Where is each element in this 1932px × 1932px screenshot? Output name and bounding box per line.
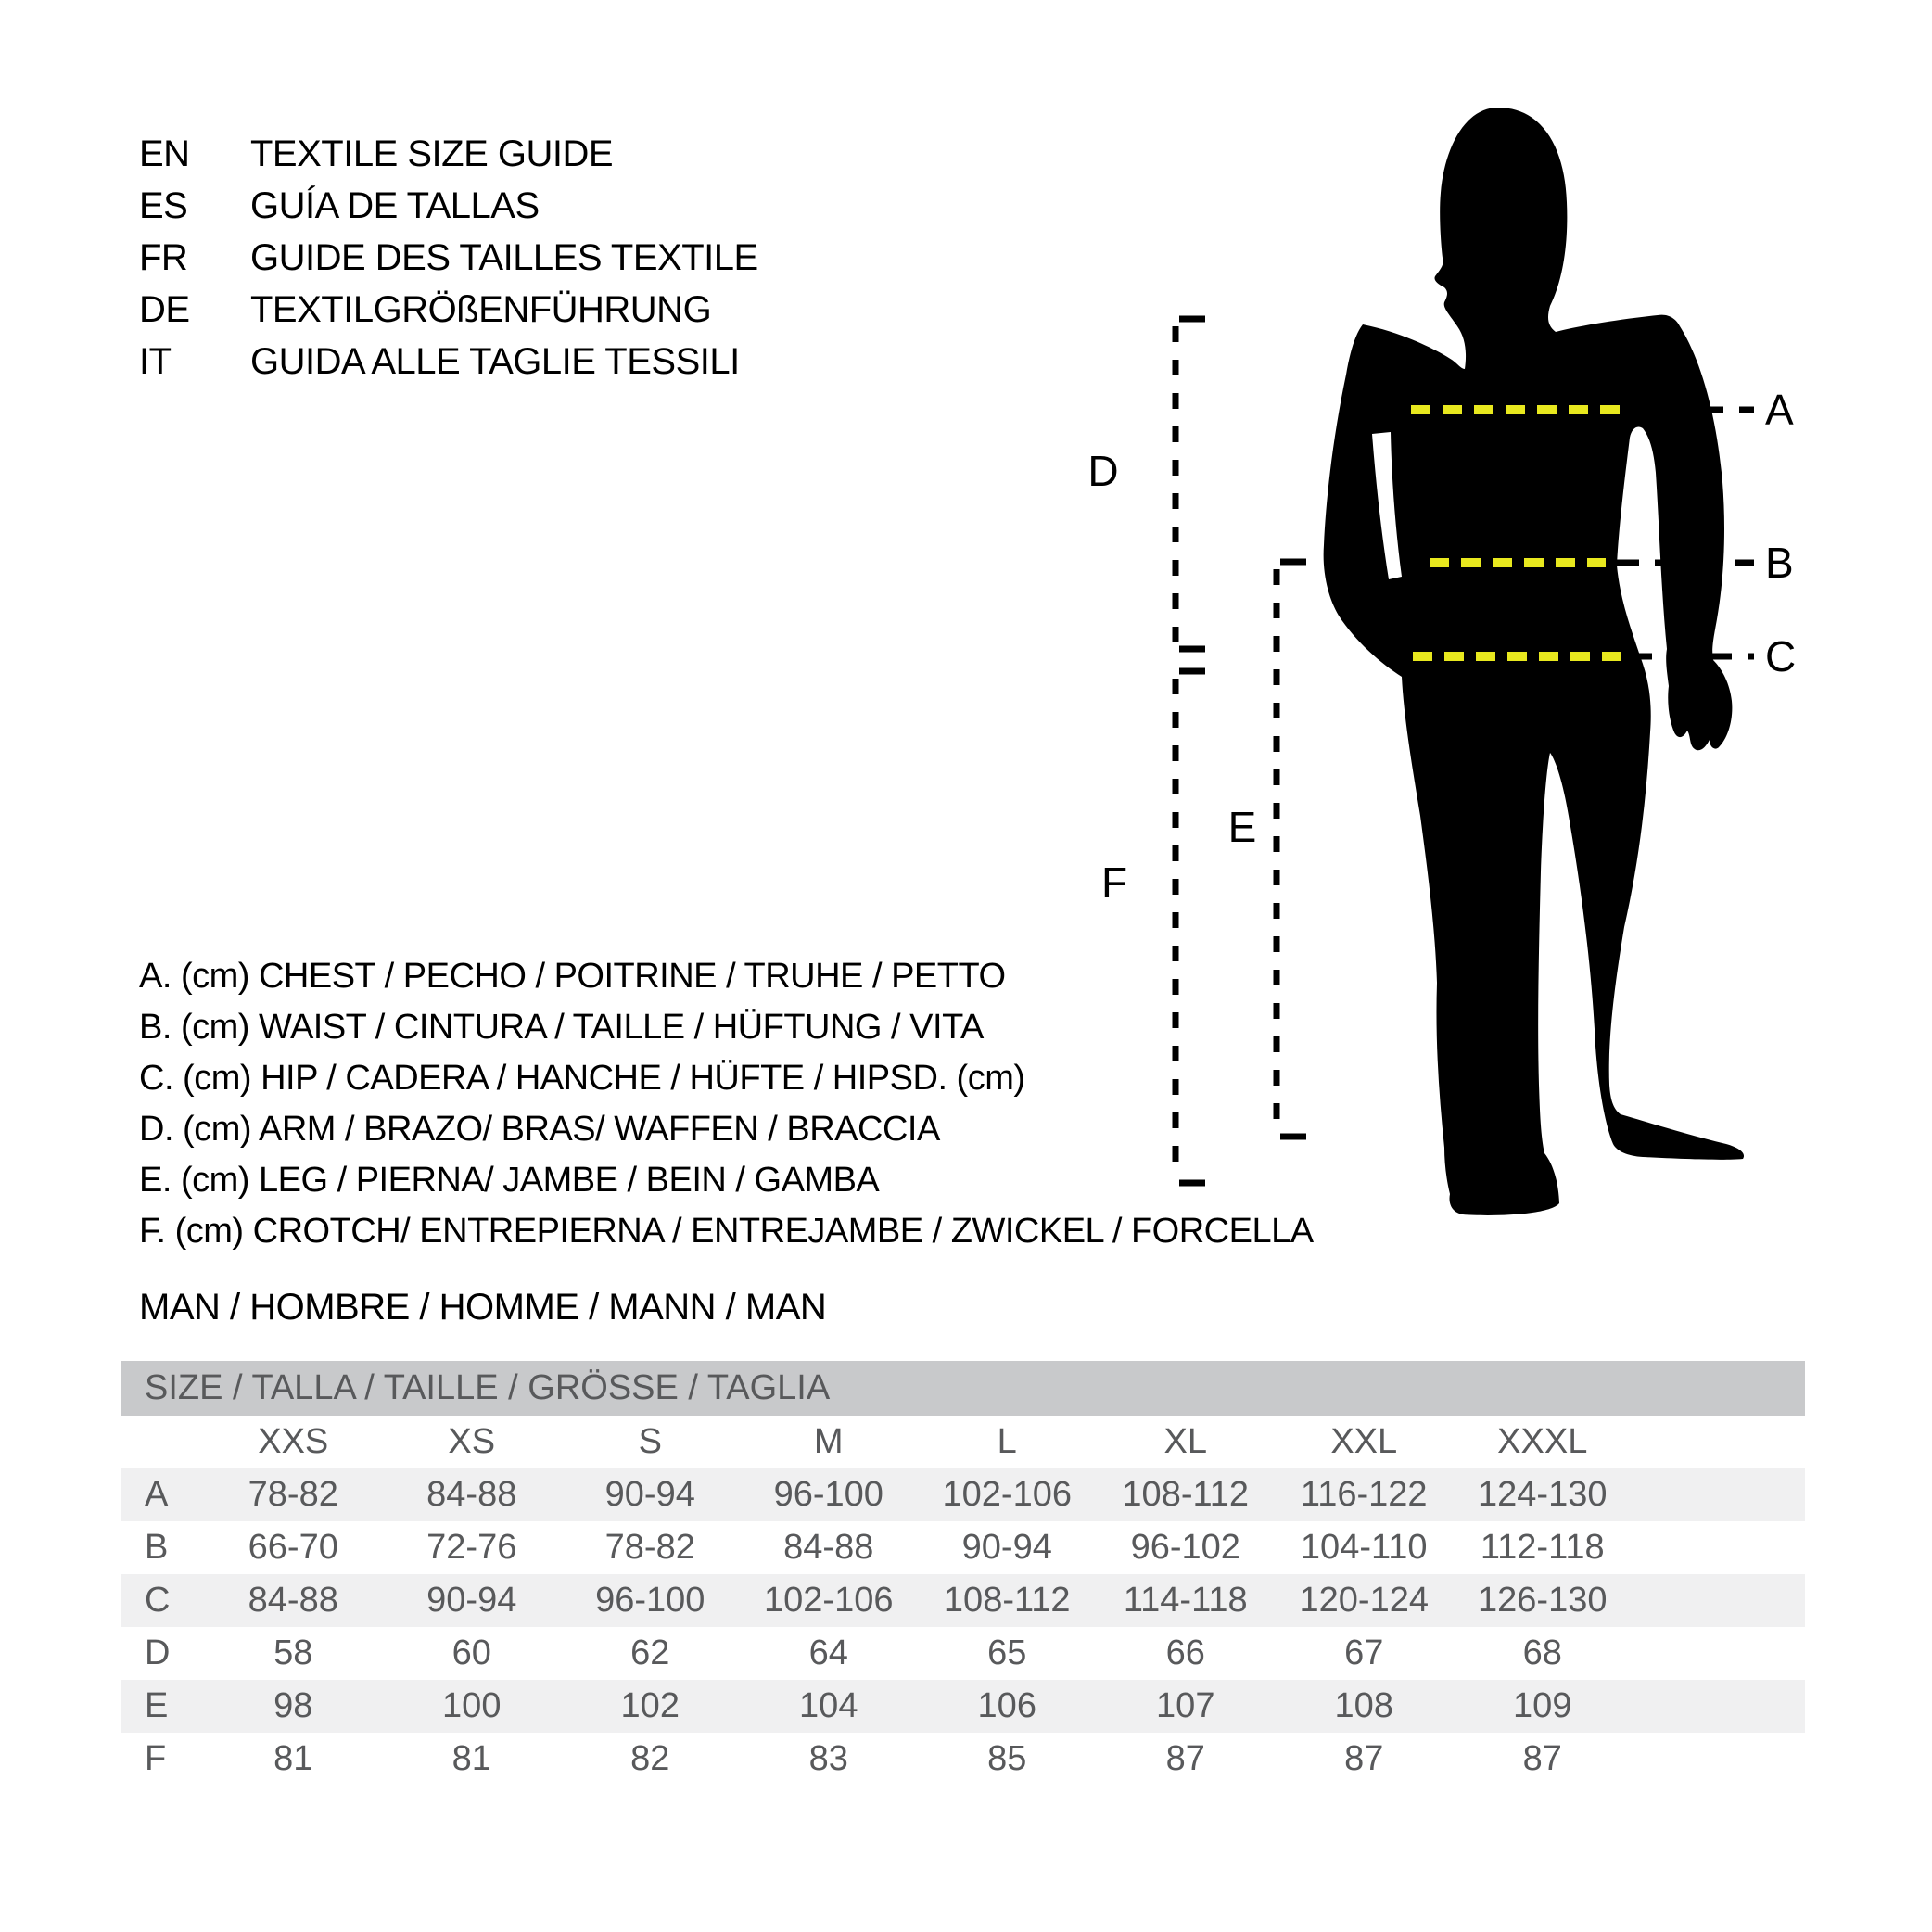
- size-value-cell: 120-124: [1299, 1581, 1429, 1620]
- size-col-header: L: [997, 1422, 1017, 1461]
- size-value-cell: 108: [1334, 1686, 1393, 1725]
- table-row-chest: [121, 1468, 1805, 1521]
- size-value-cell: 98: [273, 1686, 313, 1725]
- marker-d-label: D: [1087, 447, 1119, 495]
- language-code: DE: [139, 288, 190, 330]
- size-col-header: XXS: [258, 1422, 329, 1461]
- size-value-cell: 68: [1522, 1633, 1562, 1672]
- guide-title: TEXTILGRÖßENFÜHRUNG: [250, 288, 712, 330]
- title-row-it: [139, 336, 758, 388]
- size-col-header: S: [638, 1422, 662, 1461]
- title-block: [139, 128, 758, 388]
- size-value-cell: 116-122: [1300, 1475, 1428, 1514]
- category-line: MAN / HOMBRE / HOMME / MANN / MAN: [139, 1287, 827, 1328]
- size-value-cell: 90-94: [961, 1528, 1052, 1567]
- legend-line-leg: E. (cm) LEG / PIERNA/ JAMBE / BEIN / GAMBA: [139, 1161, 880, 1200]
- size-value-cell: 67: [1344, 1633, 1384, 1672]
- size-value-cell: 64: [808, 1633, 848, 1672]
- legend-line-waist: B. (cm) WAIST / CINTURA / TAILLE / HÜFTUNG / VITA: [139, 1008, 984, 1047]
- size-value-cell: 78-82: [604, 1528, 695, 1567]
- size-value-cell: 102-106: [764, 1581, 894, 1620]
- size-value-cell: 85: [987, 1739, 1027, 1778]
- measurement-legend: [139, 951, 1314, 1257]
- row-label: A: [145, 1475, 169, 1514]
- size-value-cell: 102: [620, 1686, 680, 1725]
- size-value-cell: 90-94: [604, 1475, 695, 1514]
- size-value-cell: 66-70: [248, 1528, 338, 1567]
- man-silhouette: [1324, 108, 1744, 1215]
- size-value-cell: 81: [273, 1739, 313, 1778]
- size-value-cell: 84-88: [783, 1528, 874, 1567]
- guide-title: GUIDE DES TAILLES TEXTILE: [250, 236, 758, 278]
- size-value-cell: 112-118: [1480, 1528, 1605, 1567]
- language-code: FR: [139, 236, 188, 278]
- size-value-cell: 109: [1513, 1686, 1572, 1725]
- size-header-row: [121, 1416, 1805, 1468]
- table-row-waist: [121, 1521, 1805, 1574]
- size-value-cell: 78-82: [248, 1475, 338, 1514]
- size-value-cell: 87: [1344, 1739, 1384, 1778]
- size-value-cell: 72-76: [426, 1528, 517, 1567]
- size-value-cell: 100: [442, 1686, 502, 1725]
- row-label: C: [145, 1581, 171, 1620]
- size-value-cell: 58: [273, 1633, 313, 1672]
- size-value-cell: 87: [1165, 1739, 1205, 1778]
- size-value-cell: 65: [987, 1633, 1027, 1672]
- size-col-header: XS: [448, 1422, 496, 1461]
- size-value-cell: 102-106: [942, 1475, 1072, 1514]
- size-value-cell: 66: [1165, 1633, 1205, 1672]
- size-value-cell: 87: [1522, 1739, 1562, 1778]
- size-value-cell: 82: [630, 1739, 670, 1778]
- row-label: E: [145, 1686, 169, 1725]
- size-table-header-label: SIZE / TALLA / TAILLE / GRÖSSE / TAGLIA: [145, 1368, 831, 1407]
- language-code: EN: [139, 133, 190, 174]
- guide-title: GUIDA ALLE TAGLIE TESSILI: [250, 340, 740, 382]
- size-value-cell: 106: [977, 1686, 1036, 1725]
- size-value-cell: 84-88: [248, 1581, 338, 1620]
- size-value-cell: 104: [799, 1686, 858, 1725]
- row-label: B: [145, 1528, 169, 1567]
- title-row-en: [139, 128, 758, 180]
- size-value-cell: 81: [451, 1739, 491, 1778]
- title-row-es: [139, 180, 758, 232]
- size-value-cell: 124-130: [1478, 1475, 1608, 1514]
- size-value-cell: 84-88: [426, 1475, 517, 1514]
- title-row-de: [139, 284, 758, 336]
- size-col-header: XXL: [1330, 1422, 1398, 1461]
- table-row-leg: [121, 1680, 1805, 1733]
- size-value-cell: 96-100: [773, 1475, 883, 1514]
- size-value-cell: 114-118: [1123, 1581, 1248, 1620]
- table-row-hip: [121, 1574, 1805, 1627]
- size-col-header: M: [813, 1422, 844, 1461]
- legend-line-chest: A. (cm) CHEST / PECHO / POITRINE / TRUHE / PETTO: [139, 957, 1006, 996]
- row-label: D: [145, 1633, 171, 1672]
- language-code: ES: [139, 184, 188, 226]
- marker-f-label: F: [1100, 858, 1128, 907]
- row-label: F: [145, 1739, 167, 1778]
- guide-title: GUÍA DE TALLAS: [250, 184, 540, 226]
- marker-e-label: E: [1227, 803, 1257, 851]
- table-row-arm: [121, 1627, 1805, 1680]
- legend-line-crotch: F. (cm) CROTCH/ ENTREPIERNA / ENTREJAMBE / ZWICKEL / FORCELLA: [139, 1212, 1314, 1251]
- guide-title: TEXTILE SIZE GUIDE: [250, 133, 614, 174]
- size-col-header: XL: [1163, 1422, 1207, 1461]
- size-col-header: XXXL: [1497, 1422, 1588, 1461]
- size-value-cell: 90-94: [426, 1581, 517, 1620]
- size-value-cell: 107: [1156, 1686, 1215, 1725]
- language-code: IT: [139, 340, 172, 382]
- size-table: [121, 1361, 1805, 1786]
- size-value-cell: 104-110: [1300, 1528, 1428, 1567]
- size-value-cell: 60: [451, 1633, 491, 1672]
- size-value-cell: 96-102: [1130, 1528, 1240, 1567]
- size-value-cell: 83: [808, 1739, 848, 1778]
- size-value-cell: 108-112: [943, 1581, 1071, 1620]
- table-row-crotch: [121, 1733, 1805, 1786]
- marker-b-label: B: [1765, 539, 1794, 587]
- marker-c-label: C: [1765, 632, 1797, 680]
- marker-a-label: A: [1765, 386, 1794, 434]
- size-value-cell: 126-130: [1478, 1581, 1608, 1620]
- size-value-cell: 96-100: [595, 1581, 705, 1620]
- legend-line-hip: C. (cm) HIP / CADERA / HANCHE / HÜFTE / HIPSD. (cm): [139, 1059, 1025, 1098]
- size-value-cell: 62: [630, 1633, 670, 1672]
- size-value-cell: 108-112: [1122, 1475, 1250, 1514]
- title-row-fr: [139, 232, 758, 284]
- legend-line-arm: D. (cm) ARM / BRAZO/ BRAS/ WAFFEN / BRACCIA: [139, 1110, 940, 1149]
- size-table-header-band: [121, 1361, 1805, 1416]
